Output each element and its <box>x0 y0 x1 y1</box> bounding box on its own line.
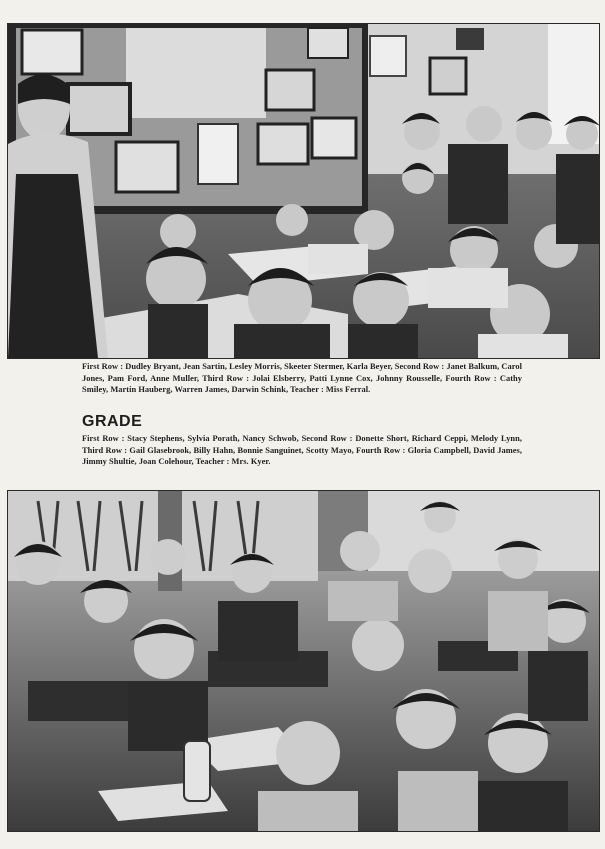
grade-heading: GRADE <box>82 413 143 430</box>
classroom-photo-top <box>7 23 600 359</box>
top-photo-caption: First Row : Dudley Bryant, Jean Sartin, Lesley Morris, Skeeter Stermer, Karla Beyer, Second Row : Janet Balkum, Carol Jones, Pam Ford, Anne Muller, Third Row : Jolai Elsberry, Patti Lynne Cox, Johnny Rousselle, Fourth Row : Cathy Smiley, Martin Hauberg, Warren James, Darwin Schink, Teacher : Miss Ferral. <box>82 362 522 395</box>
classroom-photo-bottom <box>7 490 600 832</box>
classroom-photo-bottom-image <box>8 491 599 831</box>
grade-photo-caption: First Row : Stacy Stephens, Sylvia Porath, Nancy Schwob, Second Row : Donette Short, Richard Ceppi, Melody Lynn, Third Row : Gail Glasebrook, Billy Hahn, Bonnie Sanguinet, Scotty Mayo, Fourth Row : Gloria Campbell, David James, Jimmy Shultie, Joan Colehour, Teacher : Mrs. Kyer. <box>82 434 522 467</box>
classroom-photo-top-image <box>8 24 599 358</box>
